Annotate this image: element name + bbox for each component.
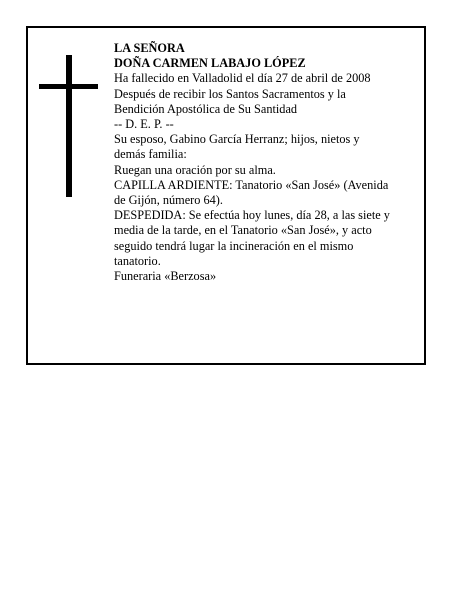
chapel-line-1: CAPILLA ARDIENTE: Tanatorio «San José» (Avenida	[114, 177, 389, 192]
obituary-notice	[26, 26, 426, 365]
farewell-line-3: seguido tendrá lugar la incineración en el mismo	[114, 238, 354, 253]
farewell-line-4: tanatorio.	[114, 253, 161, 268]
rip-line: -- D. E. P. --	[114, 117, 174, 132]
funeral-home: Funeraria «Berzosa»	[114, 269, 217, 284]
deceased-name: DOÑA CARMEN LABAJO LÓPEZ	[114, 56, 306, 71]
death-announcement: Ha fallecido en Valladolid el día 27 de abril de 2008	[114, 71, 371, 86]
notice-title: LA SEÑORA	[114, 41, 185, 55]
notice-body	[114, 41, 430, 284]
prayer-request: Ruegan una oración por su alma.	[114, 162, 276, 177]
sacraments-line-1: Después de recibir los Santos Sacramentos y la	[114, 86, 346, 101]
farewell-line-1: DESPEDIDA: Se efectúa hoy lunes, día 28, a las siete y	[114, 208, 390, 223]
chapel-line-2: de Gijón, número 64).	[114, 193, 223, 208]
sacraments-line-2: Bendición Apostólica de Su Santidad	[114, 101, 298, 116]
farewell-line-2: media de la tarde, en el Tanatorio «San José», y acto	[114, 223, 372, 238]
family-line-1: Su esposo, Gabino García Herranz; hijos, nietos y	[114, 132, 360, 147]
cross-horizontal-bar	[39, 84, 98, 89]
cross-vertical-bar	[66, 55, 72, 197]
family-line-2: demás familia:	[114, 147, 187, 162]
